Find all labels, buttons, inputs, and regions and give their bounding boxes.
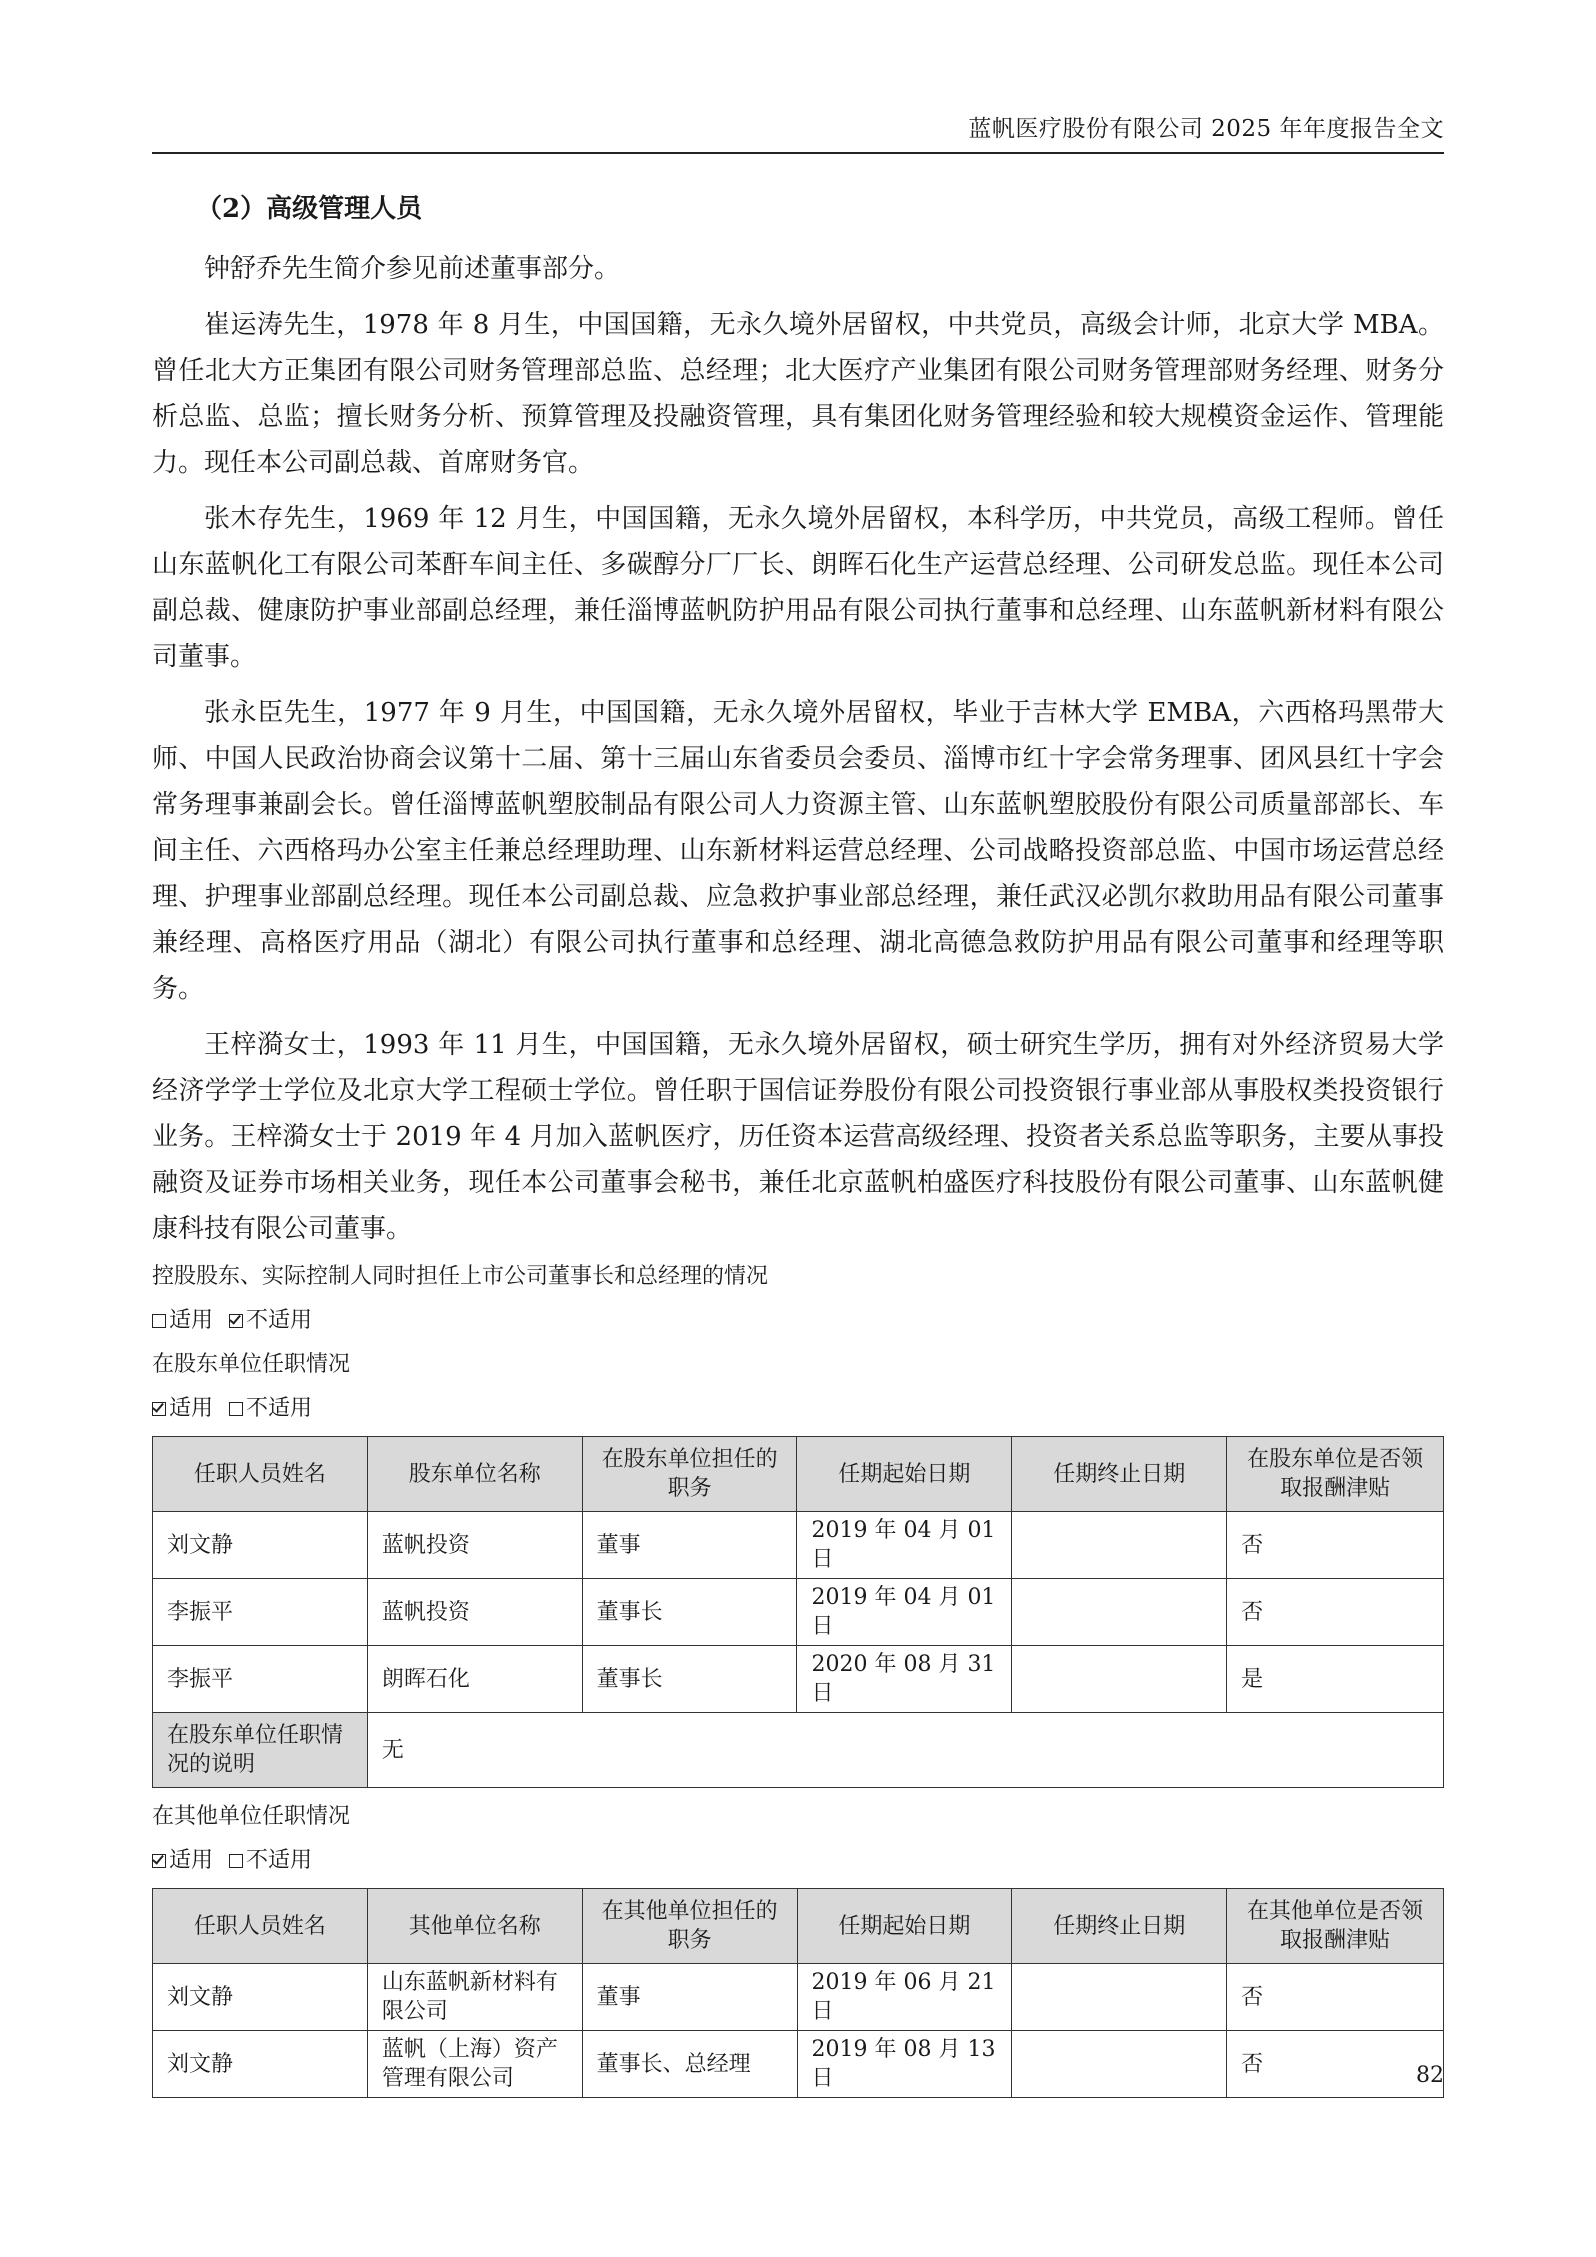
paragraph: 张永臣先生，1977 年 9 月生，中国国籍，无永久境外居留权，毕业于吉林大学 EMBA，六西格玛黑带大师、中国人民政治协商会议第十二届、第十三届山东省委员会委员、淄博市红十字会常务理事、团风县红十字会常务理事兼副会长。曾任淄博蓝帆塑胶制品有限公司人力资源主管、山东蓝帆塑胶股份有限公司质量部部长、车间主任、六西格玛办公室主任兼总经理助理、山东新材料运营总经理、公司战略投资部总监、中国市场运营总经理、护理事业部副总经理。现任本公司副总裁、应急救护事业部总经理，兼任武汉必凯尔救助用品有限公司董事兼经理、高格医疗用品（湖北）有限公司执行董事和总经理、湖北高德急救防护用品有限公司董事和经理等职务。	[152, 698, 1444, 1004]
table-cell: 2019 年 06 月 21 日	[797, 1964, 1012, 2031]
controller-note: 控股股东、实际控制人同时担任上市公司董事长和总经理的情况	[152, 1264, 769, 1289]
unchecked-box-icon	[229, 1402, 243, 1416]
unchecked-box-icon	[152, 1314, 166, 1328]
applicable-label: 适用	[169, 1396, 214, 1421]
table-row	[153, 1512, 1444, 1579]
not-applicable-label: 不适用	[246, 1848, 313, 1873]
table-cell: 否	[1227, 2031, 1444, 2098]
table-cell: 山东蓝帆新材料有限公司	[367, 1964, 582, 2031]
table-cell: 2019 年 08 月 13 日	[797, 2031, 1012, 2098]
not-applicable-label: 不适用	[246, 1396, 313, 1421]
table-cell: 否	[1227, 1512, 1444, 1579]
header-divider	[152, 152, 1444, 154]
applicable-label: 适用	[169, 1308, 214, 1333]
table-cell	[1012, 1512, 1227, 1579]
unchecked-box-icon	[229, 1854, 243, 1868]
other-units-title: 在其他单位任职情况	[152, 1804, 351, 1829]
table-cell	[1012, 2031, 1227, 2098]
column-header: 在股东单位是否领取报酬津贴	[1227, 1437, 1444, 1512]
paragraph: 张木存先生，1969 年 12 月生，中国国籍，无永久境外居留权，本科学历，中共党员，高级工程师。曾任山东蓝帆化工有限公司苯酐车间主任、多碳醇分厂厂长、朗晖石化生产运营总经理、公司研发总监。现任本公司副总裁、健康防护事业部副总经理，兼任淄博蓝帆防护用品有限公司执行董事和总经理、山东蓝帆新材料有限公司董事。	[152, 504, 1444, 672]
table-header-row	[153, 1889, 1444, 1964]
not-applicable-option	[229, 1396, 312, 1421]
column-header: 任期终止日期	[1012, 1889, 1227, 1964]
other-units-table	[152, 1888, 1444, 2098]
table-cell: 刘文静	[153, 2031, 368, 2098]
applicable-option	[152, 1308, 213, 1333]
shareholder-units-applicability	[152, 1394, 1444, 1424]
table-cell	[1012, 1579, 1227, 1646]
column-header: 在其他单位是否领取报酬津贴	[1227, 1889, 1444, 1964]
page-number: 82	[1416, 2063, 1444, 2088]
column-header: 其他单位名称	[367, 1889, 582, 1964]
table-cell: 董事长	[582, 1646, 797, 1713]
table-cell: 否	[1227, 1964, 1444, 2031]
not-applicable-option	[229, 1308, 312, 1333]
paragraph: 崔运涛先生，1978 年 8 月生，中国国籍，无永久境外居留权，中共党员，高级会计师，北京大学 MBA。曾任北大方正集团有限公司财务管理部总监、总经理；北大医疗产业集团有限公司财务管理部财务经理、财务分析总监、总监；擅长财务分析、预算管理及投融资管理，具有集团化财务管理经验和较大规模资金运作、管理能力。现任本公司副总裁、首席财务官。	[152, 310, 1444, 478]
applicable-option	[152, 1848, 213, 1873]
table-cell	[1012, 1646, 1227, 1713]
table-cell: 蓝帆（上海）资产管理有限公司	[367, 2031, 582, 2098]
not-applicable-option	[229, 1848, 312, 1873]
table-cell: 2019 年 04 月 01 日	[797, 1579, 1012, 1646]
applicable-option	[152, 1396, 213, 1421]
column-header: 股东单位名称	[367, 1437, 582, 1512]
not-applicable-label: 不适用	[246, 1308, 313, 1333]
table-cell: 董事	[582, 1964, 797, 2031]
applicable-label: 适用	[169, 1848, 214, 1873]
report-header-title: 蓝帆医疗股份有限公司 2025 年年度报告全文	[968, 116, 1444, 142]
table-row	[153, 1579, 1444, 1646]
table-cell: 刘文静	[153, 1964, 368, 2031]
controller-applicability	[152, 1306, 1444, 1336]
table-cell	[1012, 1964, 1227, 2031]
table-row	[153, 1964, 1444, 2031]
table-row	[153, 1646, 1444, 1713]
table-cell: 蓝帆投资	[367, 1512, 582, 1579]
table-cell: 刘文静	[153, 1512, 368, 1579]
table-cell: 是	[1227, 1646, 1444, 1713]
shareholder-units-title: 在股东单位任职情况	[152, 1352, 351, 1377]
column-header: 在其他单位担任的职务	[582, 1889, 797, 1964]
paragraph: 王梓漪女士，1993 年 11 月生，中国国籍，无永久境外居留权，硕士研究生学历，拥有对外经济贸易大学经济学学士学位及北京大学工程硕士学位。曾任职于国信证券股份有限公司投资银行事业部从事股权类投资银行业务。王梓漪女士于 2019 年 4 月加入蓝帆医疗，历任资本运营高级经理、投资者关系总监等职务，主要从事投融资及证券市场相关业务，现任本公司董事会秘书，兼任北京蓝帆柏盛医疗科技股份有限公司董事、山东蓝帆健康科技有限公司董事。	[152, 1030, 1444, 1244]
column-header: 在股东单位担任的职务	[582, 1437, 797, 1512]
column-header: 任职人员姓名	[153, 1437, 368, 1512]
checked-box-icon	[152, 1402, 166, 1416]
table-cell: 董事长、总经理	[582, 2031, 797, 2098]
table-header-row	[153, 1437, 1444, 1512]
column-header: 任职人员姓名	[153, 1889, 368, 1964]
explanation-label: 在股东单位任职情况的说明	[153, 1713, 368, 1788]
paragraph: 钟舒乔先生简介参见前述董事部分。	[204, 254, 621, 284]
table-cell: 李振平	[153, 1646, 368, 1713]
table-cell: 李振平	[153, 1579, 368, 1646]
checked-box-icon	[229, 1314, 243, 1328]
table-row	[153, 2031, 1444, 2098]
table-cell: 2020 年 08 月 31 日	[797, 1646, 1012, 1713]
other-units-applicability	[152, 1846, 1444, 1876]
page-content	[152, 190, 1444, 2098]
table-cell: 董事	[582, 1512, 797, 1579]
shareholder-units-table	[152, 1436, 1444, 1788]
table-cell: 否	[1227, 1579, 1444, 1646]
checked-box-icon	[152, 1854, 166, 1868]
table-cell: 蓝帆投资	[367, 1579, 582, 1646]
column-header: 任期起始日期	[797, 1889, 1012, 1964]
explanation-row	[153, 1713, 1444, 1788]
table-cell: 董事长	[582, 1579, 797, 1646]
table-cell: 2019 年 04 月 01 日	[797, 1512, 1012, 1579]
column-header: 任期终止日期	[1012, 1437, 1227, 1512]
explanation-value: 无	[367, 1713, 1443, 1788]
column-header: 任期起始日期	[797, 1437, 1012, 1512]
table-cell: 朗晖石化	[367, 1646, 582, 1713]
section-heading: （2）高级管理人员	[196, 194, 423, 224]
